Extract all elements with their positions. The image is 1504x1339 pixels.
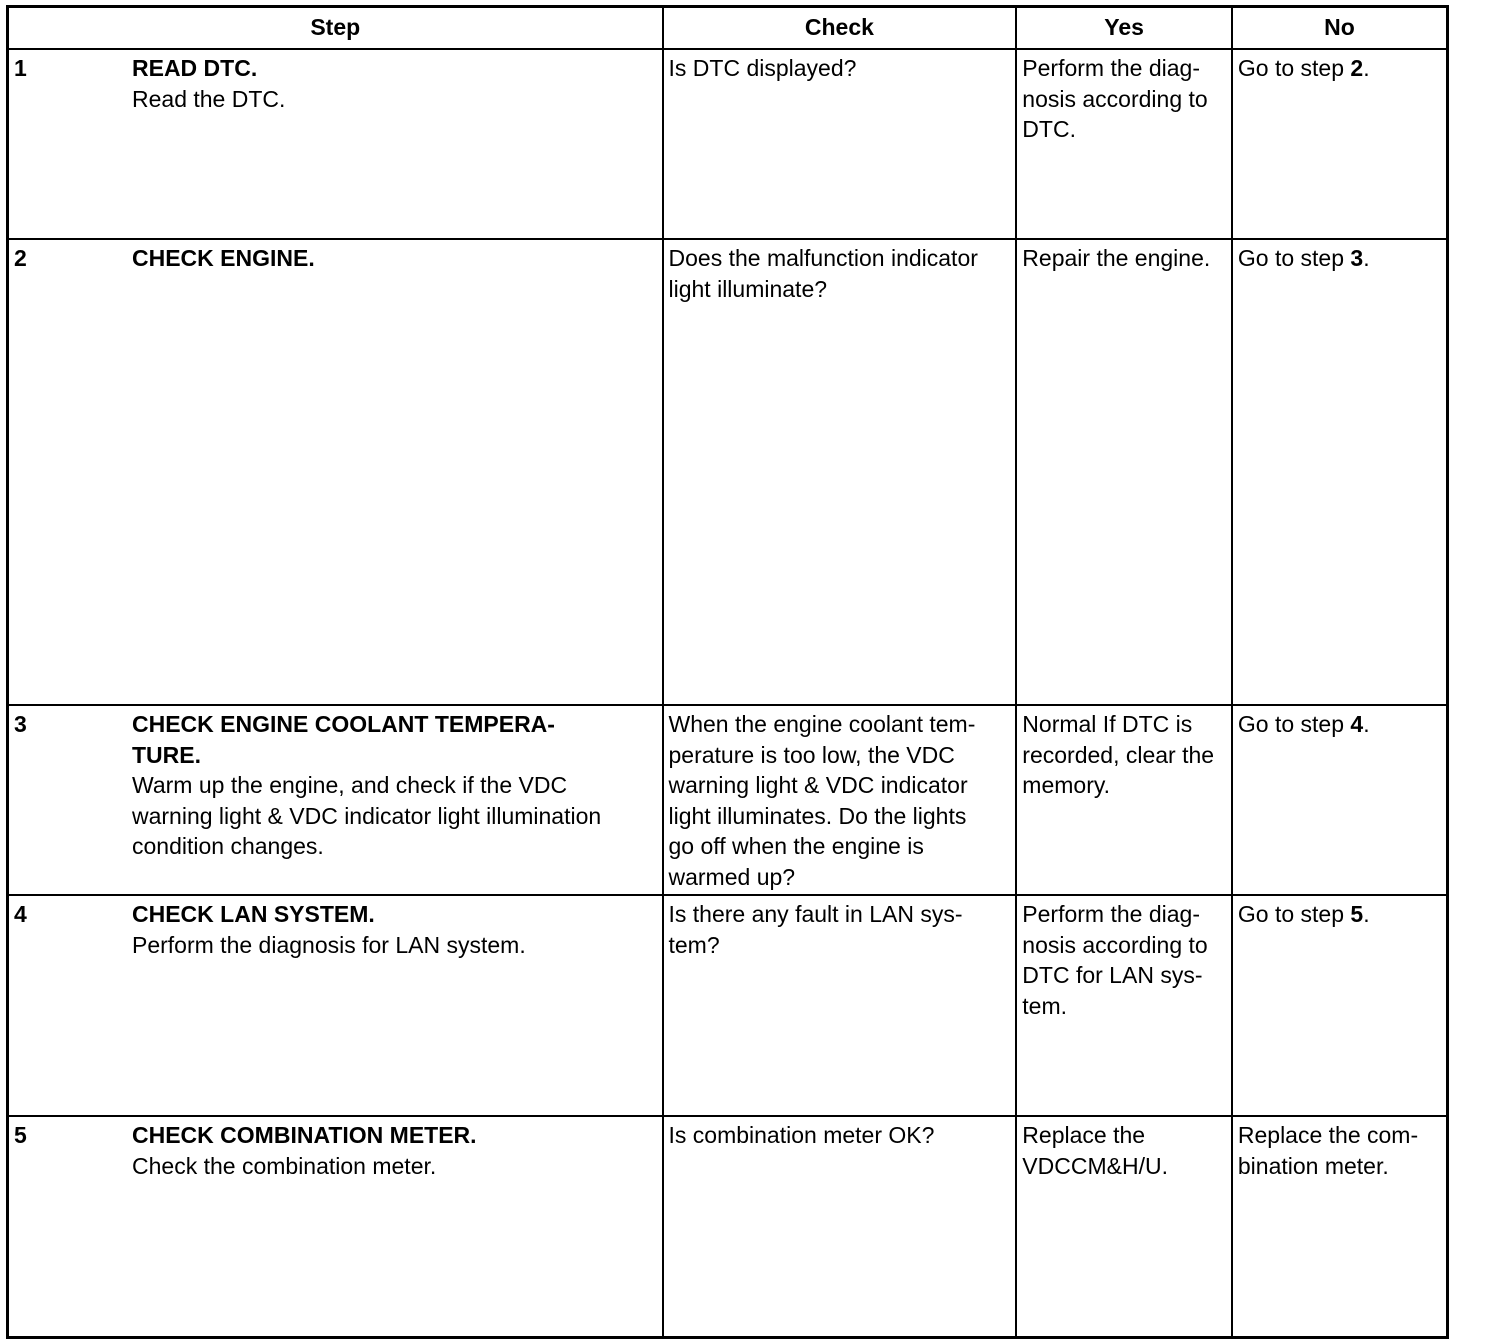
no-step-ref: 5 xyxy=(1350,901,1364,927)
header-row xyxy=(8,7,1448,50)
check-cell: Is combination meter OK? xyxy=(663,1116,1017,1338)
diagnosis-table xyxy=(6,5,1449,1339)
yes-cell: Repair the engine. xyxy=(1016,239,1232,705)
check-cell: When the engine coolant tem- perature is too low, the VDC warning light & VDC indicator light illuminates. Do the lights go off when the engine is warmed up? xyxy=(663,705,1017,895)
no-text: Replace the com- bination meter. xyxy=(1237,1122,1419,1179)
step-cell xyxy=(8,895,663,1116)
step-title: READ DTC. xyxy=(132,55,258,81)
no-text: Go to step xyxy=(1237,901,1351,927)
step-cell xyxy=(8,1116,663,1338)
no-step-ref: 3 xyxy=(1350,245,1364,271)
step-cell xyxy=(8,49,663,239)
step-description: Warm up the engine, and check if the VDC warning light & VDC indicator light illumination condition changes. xyxy=(132,772,602,859)
yes-cell: Perform the diag- nosis according to DTC for LAN sys- tem. xyxy=(1016,895,1232,1116)
no-suffix: . xyxy=(1363,711,1370,737)
table-row xyxy=(8,895,1448,1116)
check-cell: Is DTC displayed? xyxy=(663,49,1017,239)
step-title: CHECK ENGINE COOLANT TEMPERA- TURE. xyxy=(132,711,555,768)
step-description: Check the combination meter. xyxy=(132,1152,437,1179)
header-step: Step xyxy=(8,7,663,50)
step-number: 1 xyxy=(14,55,27,81)
no-text: Go to step xyxy=(1237,711,1351,737)
step-number: 2 xyxy=(14,245,27,271)
no-step-ref: 4 xyxy=(1350,711,1364,737)
no-cell xyxy=(1232,49,1448,239)
table-row xyxy=(8,49,1448,239)
no-suffix: . xyxy=(1363,245,1370,271)
check-cell: Does the malfunction indicator light illuminate? xyxy=(663,239,1017,705)
step-body xyxy=(132,1120,657,1181)
step-body xyxy=(132,709,657,862)
step-body xyxy=(132,53,657,114)
no-cell xyxy=(1232,239,1448,705)
table-row xyxy=(8,239,1448,705)
header-yes: Yes xyxy=(1016,7,1232,50)
step-cell xyxy=(8,239,663,705)
no-suffix: . xyxy=(1363,55,1370,81)
no-cell xyxy=(1232,705,1448,895)
header-no: No xyxy=(1232,7,1448,50)
header-check: Check xyxy=(663,7,1017,50)
table-row xyxy=(8,1116,1448,1338)
step-title: CHECK COMBINATION METER. xyxy=(132,1122,477,1148)
no-cell xyxy=(1232,1116,1448,1338)
no-step-ref: 2 xyxy=(1350,55,1364,81)
step-title: CHECK LAN SYSTEM. xyxy=(132,901,375,927)
step-description: Perform the diagnosis for LAN system. xyxy=(132,931,526,958)
step-number: 5 xyxy=(14,1122,27,1148)
check-cell: Is there any fault in LAN sys- tem? xyxy=(663,895,1017,1116)
step-body xyxy=(132,899,657,960)
no-cell xyxy=(1232,895,1448,1116)
yes-cell: Normal If DTC is recorded, clear the memory. xyxy=(1016,705,1232,895)
no-suffix: . xyxy=(1363,901,1370,927)
step-cell xyxy=(8,705,663,895)
yes-cell: Replace the VDCCM&H/U. xyxy=(1016,1116,1232,1338)
table-row xyxy=(8,705,1448,895)
no-text: Go to step xyxy=(1237,55,1351,81)
yes-cell: Perform the diag- nosis according to DTC. xyxy=(1016,49,1232,239)
step-number: 4 xyxy=(14,901,27,927)
step-title: CHECK ENGINE. xyxy=(132,245,315,271)
step-number: 3 xyxy=(14,711,27,737)
step-description: Read the DTC. xyxy=(132,85,286,112)
step-body xyxy=(132,243,657,274)
no-text: Go to step xyxy=(1237,245,1351,271)
